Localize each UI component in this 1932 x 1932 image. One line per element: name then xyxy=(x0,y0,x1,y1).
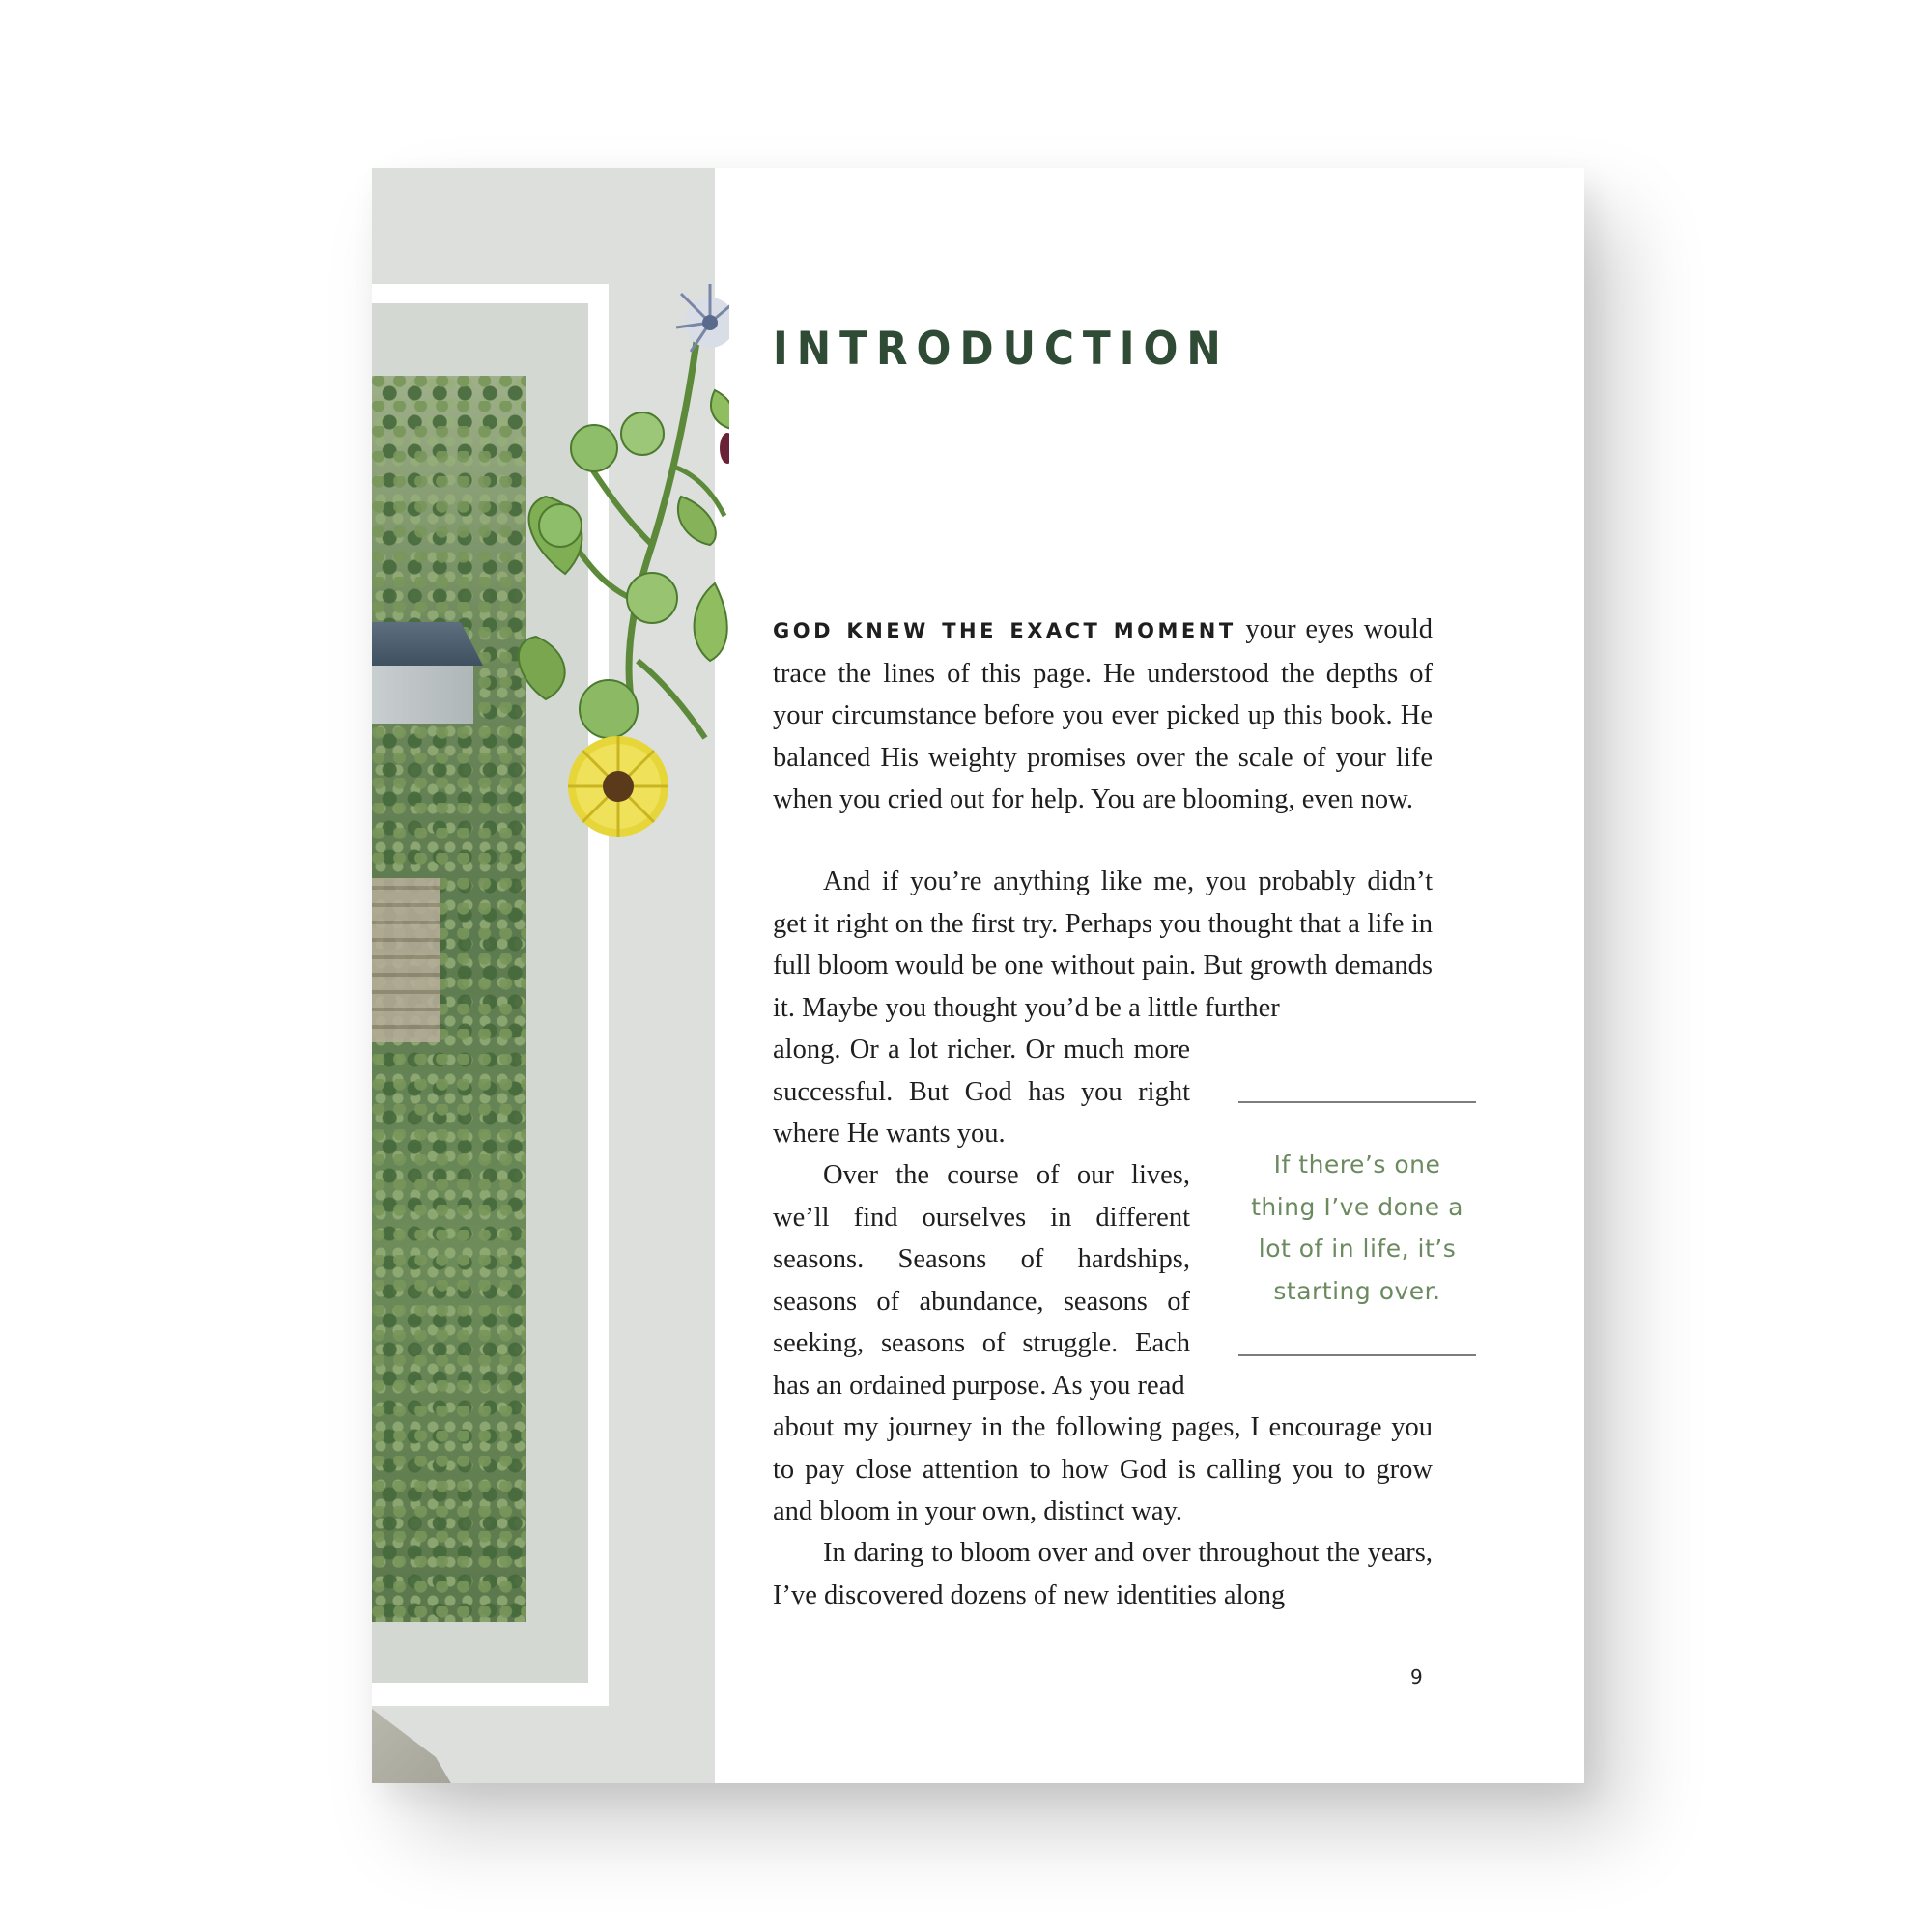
chapter-heading: INTRODUCTION xyxy=(773,323,1230,376)
paragraph-3: Over the course of our lives, we’ll find ourselves in different seasons. Seasons of hardships, seasons of abundance, seasons of seeking, seasons of struggle. Each has an ordained purpose. As you read xyxy=(773,1160,1190,1401)
pull-quote xyxy=(1238,1101,1476,1356)
pull-quote-bottom-rule xyxy=(1238,1354,1476,1356)
book-page xyxy=(372,168,1584,1783)
left-decorative-panel xyxy=(372,168,715,1783)
stone-wall xyxy=(372,878,440,1042)
garden-path xyxy=(372,1709,478,1783)
lead-in-caps: GOD KNEW THE EXACT MOMENT xyxy=(773,619,1236,642)
house-roof xyxy=(372,622,483,666)
house-wall xyxy=(372,666,473,724)
paragraph-2-continued: along. Or a lot richer. Or much more successful. But God has you right where He wants you. xyxy=(773,1035,1190,1149)
botanical-illustration xyxy=(507,255,729,873)
paragraph-1 xyxy=(773,609,1433,821)
paragraph-2: And if you’re anything like me, you probably didn’t get it right on the first try. Perhaps you thought that a life in full bloom would be one without pain. But growth demands it. Maybe you thought you’d be a little further xyxy=(773,867,1433,1023)
pull-quote-top-rule xyxy=(1238,1101,1476,1103)
garden-photo xyxy=(372,376,526,1622)
page-number: 9 xyxy=(1410,1665,1423,1689)
pull-quote-text: If there’s one thing I’ve done a lot of in life, it’s starting over. xyxy=(1251,1151,1463,1305)
paragraph-3-continued: about my journey in the following pages, I encourage you to pay close attention to how God is calling you to grow and bloom in your own, distinct way. xyxy=(773,1412,1433,1526)
paragraph-4: In daring to bloom over and over throughout the years, I’ve discovered dozens of new identities along xyxy=(773,1538,1433,1610)
paragraph-1-text: your eyes would trace the lines of this page. He understood the depths of your circumstance before you ever picked up this book. He balanced His weighty promises over the scale of your life when you cried out for help. You are blooming, even now. xyxy=(773,614,1433,814)
